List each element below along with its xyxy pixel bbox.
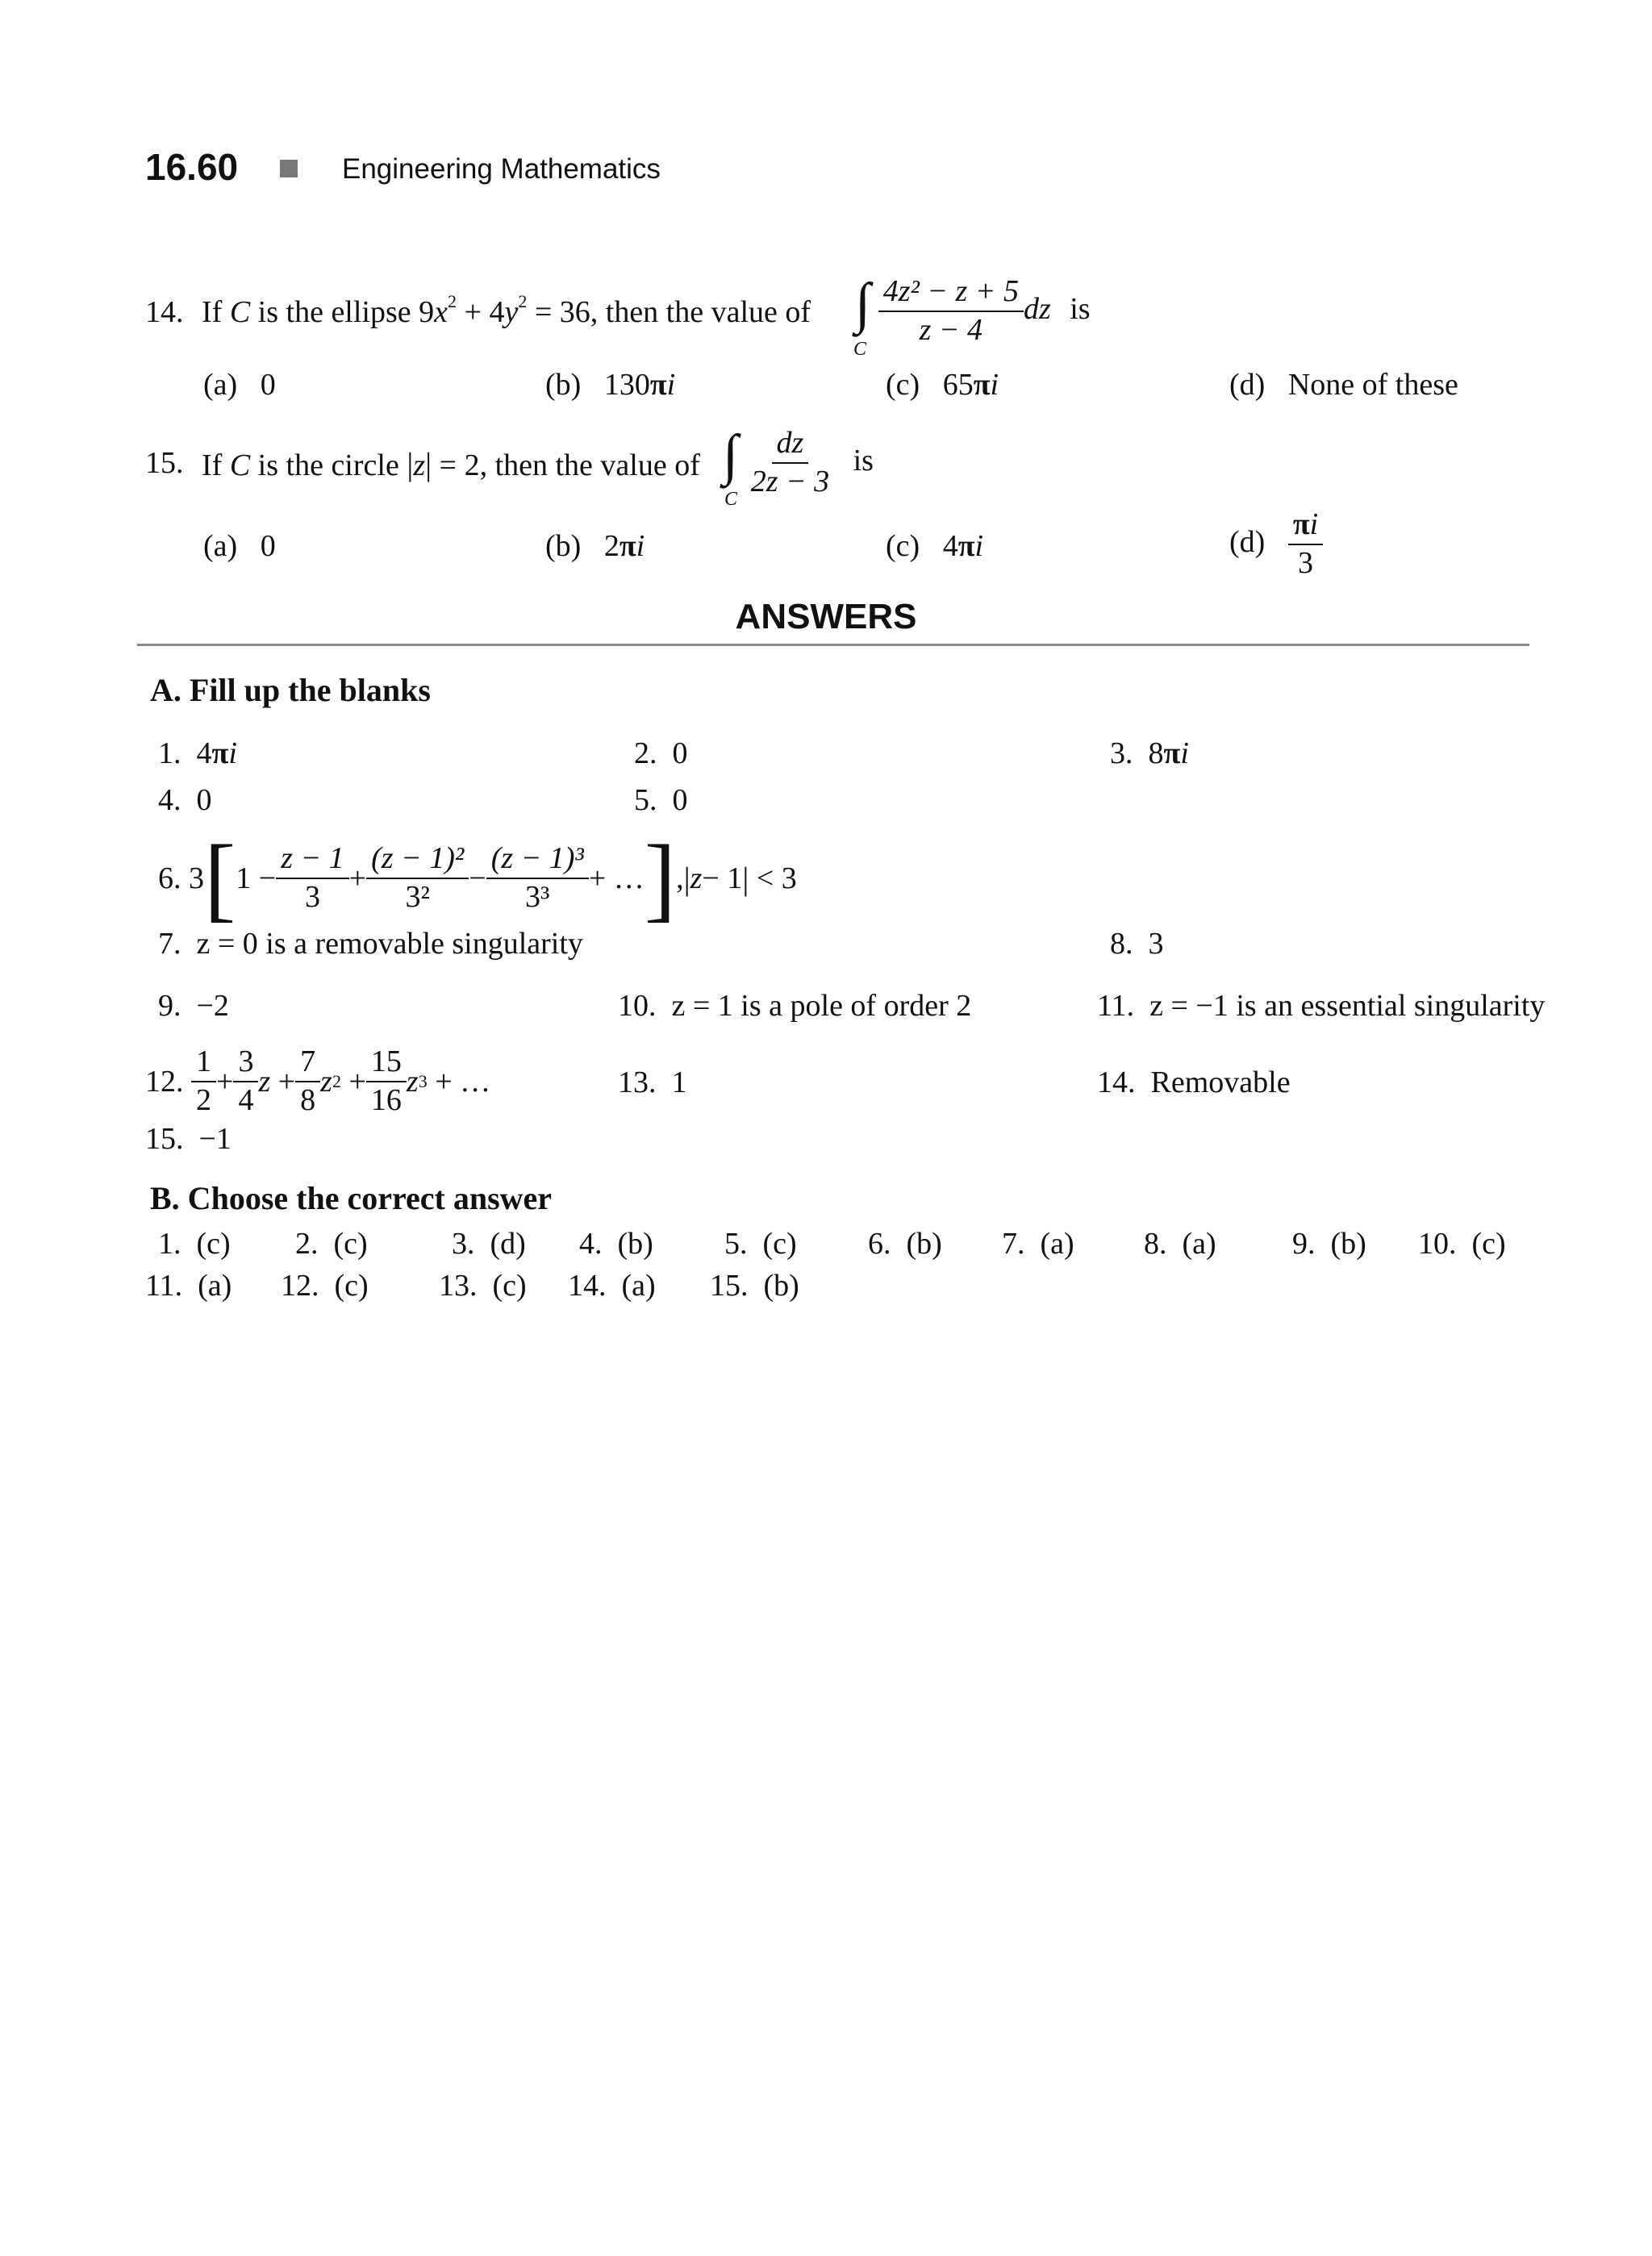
- b-answer-14: 14. (a): [568, 1269, 656, 1303]
- section-a-title: A. Fill up the blanks: [150, 672, 431, 708]
- q15-option-b: (b) 2πi: [545, 529, 645, 563]
- b-answer-4: 4. (b): [579, 1227, 653, 1261]
- integral-sign: ∫: [855, 273, 871, 335]
- a-answer-1: 1. 4πi: [158, 736, 237, 770]
- q15-integral: ∫ $\frac{dz}{2z - 3}$ is: [723, 424, 874, 499]
- q14-integrand: $\frac{\text{4z² − z + 5}}{z - 4}$: [878, 275, 1024, 348]
- q14-stem: If C is the ellipse $9x^2 + 4y^2 = 36$, then the value of: [202, 291, 811, 329]
- q14-option-c: (c) 65πi: [886, 368, 999, 402]
- b-answer-15: 15. (b): [710, 1269, 799, 1303]
- a-answer-7: 7. z = 0 is a removable singularity: [158, 927, 583, 961]
- b-answer-10: 10. (c): [1418, 1227, 1506, 1261]
- q15-option-d: (d) $\frac{\pi i}{3}$: [1229, 508, 1323, 581]
- integral-sign: ∫: [723, 424, 739, 486]
- b-answer-3: 3. (d): [452, 1227, 526, 1261]
- q15-option-c: (c) 4πi: [886, 529, 984, 563]
- a-answer-2: 2. 0: [634, 736, 688, 770]
- q14-integral: ∫ $\frac{\text{4z² − z + 5}}{z - 4}$ dz is: [855, 273, 1091, 348]
- book-title: Engineering Mathematics: [342, 153, 661, 185]
- b-answer-5: 5. (c): [724, 1227, 797, 1261]
- q15-integrand: $\frac{dz}{2z - 3}$: [750, 426, 830, 499]
- q14-option-d: (d) None of these: [1229, 368, 1458, 402]
- b-answer-8: 8. (a): [1144, 1227, 1216, 1261]
- section-b-title: B. Choose the correct answer: [150, 1180, 553, 1216]
- a-answer-5: 5. 0: [634, 783, 688, 817]
- q15-contour-label: C: [724, 489, 738, 510]
- q14-option-a: (a) 0: [203, 368, 276, 402]
- q14-contour-label: C: [853, 339, 867, 360]
- a-answer-11: 11. z = −1 is an essential singularity: [1097, 989, 1546, 1023]
- series-coef-3: $\frac{7}{8}$: [295, 1045, 320, 1118]
- a-answer-12: 12. $\frac{1}{2}$ + $\frac{3}{4}$ z + $\frac{7}{8}$ z 2 + $\frac{15}{16}$ z 3 + …: [145, 1045, 491, 1117]
- a-answer-13: 13. 1: [618, 1065, 687, 1099]
- a-answer-15: 15. −1: [145, 1122, 232, 1156]
- b-answer-7: 7. (a): [1002, 1227, 1074, 1261]
- series-term-3: $\frac{\text{(z − 1)³}}{\text{3³}}$: [486, 842, 589, 915]
- series-coef-4: $\frac{15}{16}$: [366, 1045, 407, 1118]
- b-answer-6: 6. (b): [868, 1227, 942, 1261]
- q15-number: 15.: [145, 446, 184, 480]
- page-number: 16.60: [145, 146, 239, 188]
- a-answer-3: 3. 8πi: [1110, 736, 1189, 770]
- b-answer-1: 1. (c): [158, 1227, 231, 1261]
- answers-divider: [137, 644, 1529, 646]
- a-answer-9: 9. −2: [158, 989, 229, 1023]
- series-coef-1: $\frac{1}{2}$: [191, 1045, 216, 1118]
- a-answer-14: 14. Removable: [1097, 1065, 1291, 1099]
- b-answer-12: 12. (c): [281, 1269, 369, 1303]
- series-coef-2: $\frac{3}{4}$: [233, 1045, 258, 1118]
- q14-option-b: (b) 130πi: [545, 368, 676, 402]
- q15-option-a: (a) 0: [203, 529, 276, 563]
- b-answer-11: 11. (a): [145, 1269, 232, 1303]
- series-term-2: $\frac{\text{(z − 1)²}}{\text{3²}}$: [366, 842, 469, 915]
- q14-number: 14.: [145, 295, 184, 329]
- a-answer-4: 4. 0: [158, 783, 212, 817]
- q15-stem: If C is the circle |z| = 2, then the value of: [202, 446, 700, 482]
- a-answer-6: 6. 3 [ 1 − $\frac{z - 1}{3}$ + $\frac{\text{(z − 1)²}}{\text{3²}}$ − $\frac{\text{(z − 1)³}}{\text{3³}}$ + … ] , | z − 1 | < 3: [158, 825, 797, 931]
- b-answer-13: 13. (c): [439, 1269, 527, 1303]
- a-answer-10: 10. z = 1 is a pole of order 2: [618, 989, 972, 1023]
- b-answer-9: 9. (b): [1292, 1227, 1366, 1261]
- a-answer-8: 8. 3: [1110, 927, 1164, 961]
- b-answer-2: 2. (c): [295, 1227, 368, 1261]
- series-term-1: $\frac{z - 1}{3}$: [276, 842, 348, 915]
- header-square-icon: [280, 160, 298, 177]
- answers-heading: ANSWERS: [735, 597, 917, 636]
